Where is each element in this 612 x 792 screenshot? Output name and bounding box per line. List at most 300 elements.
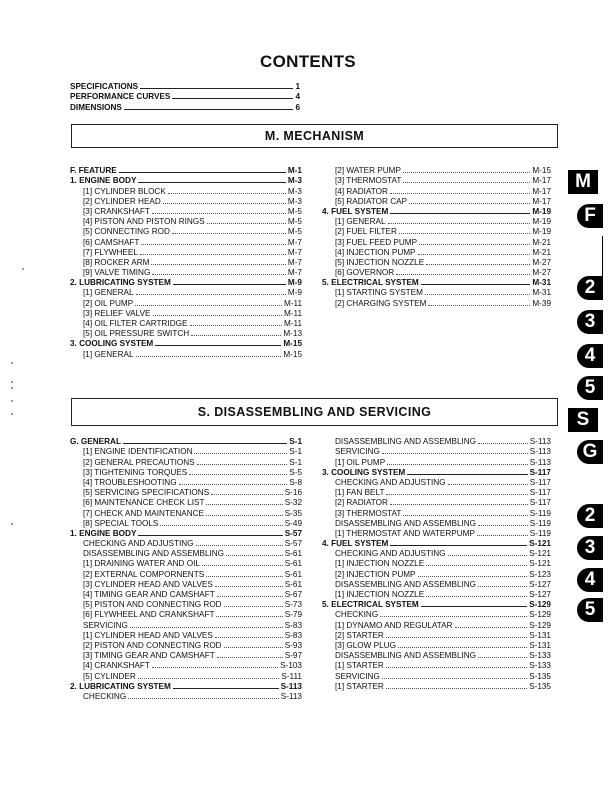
toc-subentry[interactable] (322, 176, 551, 186)
toc-entry-label: 4. FUEL SYSTEM (322, 539, 389, 549)
toc-subentry[interactable] (322, 610, 551, 620)
toc-page-number: M-7 (287, 257, 302, 267)
toc-page-number: M-27 (532, 268, 551, 278)
toc-entry-label: [6] FLYWHEEL AND CRANKSHAFT (83, 610, 215, 620)
toc-page-number: M-11 (283, 319, 302, 328)
toc-entry-label: SERVICING (335, 671, 380, 681)
toc-entry-label: [2] FUEL FILTER (335, 227, 397, 237)
toc-leader-line (455, 627, 528, 628)
toc-leader-line (418, 254, 531, 255)
toc-subentry[interactable] (322, 661, 551, 671)
toc-section-entry[interactable] (322, 278, 551, 288)
toc-leader-line (388, 223, 531, 224)
toc-leader-line (426, 565, 527, 566)
toc-page-number: 6 (295, 102, 300, 112)
toc-page-number: M-19 (532, 217, 551, 227)
toc-subentry[interactable] (70, 671, 302, 681)
toc-entry-label: [4] TIMING GEAR AND CAMSHAFT (83, 590, 215, 599)
toc-page-number: M-5 (287, 227, 302, 237)
scan-speck (11, 523, 13, 525)
toc-leader-line (387, 464, 528, 465)
toc-leader-line (403, 515, 527, 516)
toc-entry-label: [3] TIMING GEAR AND CAMSHAFT (83, 651, 215, 661)
side-tab-s[interactable] (568, 408, 598, 432)
toc-subentry[interactable] (70, 641, 302, 651)
toc-page-number: S-121 (529, 549, 551, 559)
toc-subentry[interactable] (322, 478, 551, 488)
toc-leader-line (478, 657, 527, 658)
toc-subentry[interactable] (70, 478, 302, 488)
toc-entry-label: [3] FUEL FEED PUMP (335, 237, 418, 247)
toc-leader-line (206, 576, 283, 577)
toc-subentry[interactable] (322, 197, 551, 207)
toc-subentry[interactable] (70, 590, 302, 600)
toc-leader-line (224, 647, 283, 648)
toc-subentry[interactable] (70, 580, 302, 590)
toc-subentry[interactable] (70, 508, 302, 518)
toc-page-number: S-32 (284, 498, 302, 508)
toc-subentry[interactable] (322, 682, 551, 692)
toc-subentry[interactable] (322, 457, 551, 467)
toc-subentry[interactable] (322, 227, 551, 237)
toc-page-number: S-133 (529, 651, 551, 661)
toc-leader-line (382, 453, 528, 454)
toc-subentry[interactable] (70, 468, 302, 478)
toc-section-entry[interactable] (70, 102, 300, 112)
toc-leader-line (426, 264, 530, 265)
toc-entry-label: [3] RELIEF VALVE (83, 308, 151, 318)
toc-entry-label: [3] CRANKSHAFT (83, 206, 150, 216)
toc-entry-label: 3. COOLING SYSTEM (70, 339, 154, 349)
toc-page-number: M-9 (287, 288, 302, 298)
toc-entry-label: [8] SPECIAL TOOLS (83, 518, 159, 528)
toc-subentry[interactable] (322, 298, 551, 308)
toc-page-number: S-57 (284, 528, 302, 538)
toc-entry-label: [1] THERMOSTAT AND WATERPUMP (335, 528, 475, 538)
toc-subentry[interactable] (70, 488, 302, 498)
toc-leader-line (123, 443, 287, 444)
toc-entry-label: CHECKING AND ADJUSTING (335, 549, 446, 559)
toc-subentry[interactable] (322, 508, 551, 518)
toc-subentry[interactable] (70, 186, 302, 196)
toc-page-number: S-127 (529, 590, 551, 599)
toc-page-number: M-7 (287, 268, 302, 278)
toc-leader-line (155, 345, 281, 346)
toc-entry-label: PERFORMANCE CURVES (70, 92, 171, 102)
toc-entry-label: [3] THERMOSTAT (335, 508, 402, 518)
toc-subentry[interactable] (70, 288, 302, 298)
toc-page-number: S-113 (280, 691, 302, 701)
toc-page-number: M-5 (287, 206, 302, 216)
toc-subentry[interactable] (322, 498, 551, 508)
toc-entry-label: [1] GENERAL (83, 349, 134, 359)
toc-page-number: S-121 (529, 559, 551, 569)
toc-entry-label: F. FEATURE (70, 166, 117, 176)
toc-leader-line (191, 335, 281, 336)
toc-leader-line (215, 637, 283, 638)
toc-page-number: M-3 (287, 186, 302, 196)
toc-leader-line (403, 172, 530, 173)
toc-subentry[interactable] (322, 258, 551, 268)
toc-leader-line (421, 606, 527, 607)
toc-page-number: S-8 (289, 477, 302, 487)
toc-subentry[interactable] (322, 237, 551, 247)
side-tab-5[interactable] (577, 376, 603, 400)
side-tab-2[interactable] (577, 504, 603, 528)
side-tab-label: S (576, 409, 590, 430)
toc-leader-line (153, 315, 282, 316)
toc-section-entry[interactable] (70, 339, 302, 349)
toc-entry-label: [1] GENERAL (335, 217, 386, 227)
toc-page-number: M-11 (283, 298, 302, 308)
toc-entry-label: [1] STARTING SYSTEM (335, 288, 423, 298)
toc-page-number: M-19 (532, 206, 551, 216)
toc-leader-line (386, 688, 527, 689)
toc-subentry[interactable] (70, 447, 302, 457)
side-tab-label: 2 (584, 505, 596, 526)
toc-leader-line (206, 515, 283, 516)
toc-leader-line (477, 535, 528, 536)
toc-subentry[interactable] (322, 529, 551, 539)
toc-entry-label: SPECIFICATIONS (70, 82, 139, 92)
toc-entry-label: DISASSEMBLING AND ASSEMBLING (335, 651, 477, 661)
toc-entry-label: [2] INJECTION PUMP (335, 569, 416, 579)
side-tab-3[interactable] (577, 310, 603, 334)
toc-subentry[interactable] (322, 631, 551, 641)
section-heading-text: M. MECHANISM (264, 129, 365, 143)
toc-entry-label: [6] MAINTENANCE CHECK LIST (83, 498, 205, 508)
toc-subentry[interactable] (322, 549, 551, 559)
toc-leader-line (215, 586, 283, 587)
toc-entry-label: 1. ENGINE BODY (70, 528, 137, 538)
toc-subentry[interactable] (70, 248, 302, 258)
toc-entry-label: 4. FUEL SYSTEM (322, 206, 389, 216)
toc-entry-label: [5] CONNECTING ROD (83, 227, 170, 237)
toc-leader-line (396, 274, 530, 275)
toc-entry-label: [3] THERMOSTAT (335, 176, 402, 186)
toc-subentry[interactable] (70, 569, 302, 579)
toc-entry-label: [1] INJECTION NOZZLE (335, 559, 425, 569)
toc-page-number: 4 (295, 92, 300, 102)
side-tab-label: G (582, 441, 598, 462)
toc-leader-line (189, 474, 287, 475)
toc-subentry[interactable] (70, 498, 302, 508)
toc-subentry[interactable] (322, 651, 551, 661)
toc-entry-label: 5. ELECTRICAL SYSTEM (322, 600, 419, 610)
toc-page-number: S-5 (289, 467, 302, 477)
toc-section-entry[interactable] (70, 166, 302, 176)
mechanism-right-column (322, 166, 551, 309)
toc-page-number: S-61 (284, 559, 302, 569)
toc-page-number: S-61 (284, 549, 302, 559)
side-tab-label: 2 (584, 277, 596, 298)
side-tab-f[interactable] (577, 204, 603, 228)
toc-subentry[interactable] (70, 600, 302, 610)
toc-leader-line (217, 596, 283, 597)
toc-page-number: S-113 (280, 681, 302, 691)
toc-page-number: S-61 (284, 569, 302, 579)
toc-page-number: S-119 (529, 508, 551, 518)
toc-page-number: S-129 (529, 600, 551, 610)
toc-entry-label: DISASSEMBLING AND ASSEMBLING (83, 549, 225, 559)
servicing-right-column (322, 437, 551, 692)
toc-subentry[interactable] (70, 227, 302, 237)
section-heading-text: S. DISASSEMBLING AND SERVICING (197, 405, 432, 419)
toc-page-number: S-1 (289, 457, 302, 467)
toc-entry-label: [1] DRAINING WATER AND OIL (83, 559, 200, 569)
side-tab-4[interactable] (577, 568, 603, 592)
toc-subentry[interactable] (70, 258, 302, 268)
toc-entry-label: [7] CHECK AND MAINTENANCE (83, 508, 205, 518)
toc-page-number: S-113 (529, 457, 551, 467)
toc-page-number: M-5 (287, 217, 302, 227)
toc-leader-line (140, 88, 293, 89)
toc-leader-line (425, 294, 530, 295)
toc-subentry[interactable] (70, 207, 302, 217)
toc-subentry[interactable] (322, 217, 551, 227)
toc-page-number: M-19 (532, 227, 551, 237)
toc-leader-line (386, 667, 527, 668)
toc-subentry[interactable] (322, 288, 551, 298)
toc-entry-label: DISASSEMBLING AND ASSEMBLING (335, 437, 477, 447)
toc-subentry[interactable] (70, 237, 302, 247)
toc-subentry[interactable] (70, 268, 302, 278)
toc-entry-label: DISASSEMBLING AND ASSEMBLING (335, 518, 477, 528)
section-heading-servicing (71, 398, 558, 426)
scan-speck (11, 381, 13, 383)
side-tab-5[interactable] (577, 598, 603, 622)
toc-leader-line (190, 325, 282, 326)
toc-subentry[interactable] (322, 166, 551, 176)
toc-page-number: M-15 (283, 339, 302, 349)
side-tab-2[interactable] (577, 276, 603, 300)
toc-leader-line (478, 586, 527, 587)
toc-subentry[interactable] (70, 217, 302, 227)
toc-entry-label: DISASSEMBLING AND ASSEMBLING (335, 579, 477, 589)
toc-subentry[interactable] (70, 298, 302, 308)
toc-subentry[interactable] (70, 457, 302, 467)
toc-leader-line (160, 525, 282, 526)
toc-page-number: S-79 (284, 610, 302, 620)
toc-subentry[interactable] (70, 631, 302, 641)
toc-entry-label: [1] GENERAL (83, 288, 134, 298)
toc-leader-line (418, 576, 528, 577)
toc-entry-label: [1] OIL PUMP (335, 457, 386, 467)
toc-subentry[interactable] (70, 519, 302, 529)
toc-entry-label: 1. ENGINE BODY (70, 176, 137, 186)
toc-leader-line (196, 545, 283, 546)
toc-subentry[interactable] (70, 349, 302, 359)
toc-entry-label: DIMENSIONS (70, 102, 122, 112)
toc-leader-line (168, 193, 286, 194)
toc-page-number: M-39 (532, 298, 551, 308)
toc-leader-line (448, 555, 528, 556)
toc-subentry[interactable] (70, 692, 302, 702)
toc-page-number: M-13 (283, 329, 302, 339)
toc-entry-label: [5] OIL PRESSURE SWITCH (83, 329, 190, 339)
toc-subentry[interactable] (322, 620, 551, 630)
toc-leader-line (390, 213, 530, 214)
toc-subentry[interactable] (70, 620, 302, 630)
toc-section-entry[interactable] (70, 682, 302, 692)
toc-page-number: S-35 (284, 508, 302, 518)
toc-subentry[interactable] (70, 539, 302, 549)
toc-leader-line (380, 616, 527, 617)
toc-leader-line (448, 484, 528, 485)
toc-leader-line (152, 667, 278, 668)
toc-subentry[interactable] (70, 559, 302, 569)
scan-speck (11, 387, 13, 389)
toc-page-number: S-117 (529, 477, 551, 487)
toc-leader-line (390, 545, 527, 546)
toc-entry-label: SERVICING (83, 620, 128, 630)
top-contents-list (70, 82, 300, 113)
toc-subentry[interactable] (322, 671, 551, 681)
toc-subentry[interactable] (322, 186, 551, 196)
toc-subentry[interactable] (322, 488, 551, 498)
toc-subentry[interactable] (70, 610, 302, 620)
toc-section-entry[interactable] (322, 468, 551, 478)
toc-leader-line (202, 565, 283, 566)
toc-entry-label: SERVICING (335, 447, 380, 457)
toc-subentry[interactable] (322, 559, 551, 569)
toc-entry-label: [5] CYLINDER (83, 671, 136, 681)
title-text: CONTENTS (260, 52, 356, 71)
side-tab-label: 5 (584, 599, 596, 620)
toc-page-number: M-21 (532, 237, 551, 247)
toc-subentry[interactable] (322, 437, 551, 447)
toc-page-number: 1 (295, 82, 300, 92)
toc-section-entry[interactable] (70, 437, 302, 447)
scan-speck (22, 268, 24, 270)
toc-entry-label: [2] RADIATOR (335, 498, 388, 508)
toc-entry-label: [1] STARTER (335, 661, 384, 671)
toc-leader-line (163, 203, 286, 204)
toc-subentry[interactable] (322, 519, 551, 529)
toc-subentry[interactable] (70, 651, 302, 661)
toc-entry-label: [4] CRANKSHAFT (83, 661, 150, 671)
toc-subentry[interactable] (322, 268, 551, 278)
toc-subentry[interactable] (70, 197, 302, 207)
toc-leader-line (152, 213, 286, 214)
toc-section-entry[interactable] (70, 82, 300, 92)
toc-section-entry[interactable] (70, 529, 302, 539)
toc-leader-line (421, 284, 531, 285)
toc-page-number: M-17 (532, 176, 551, 186)
toc-entry-label: [5] PISTON AND CONNECTING ROD (83, 600, 222, 610)
toc-page-number: S-129 (529, 610, 551, 620)
toc-entry-label: [1] DYNAMO AND REGULATAR (335, 620, 453, 630)
toc-subentry[interactable] (322, 580, 551, 590)
toc-subentry[interactable] (322, 248, 551, 258)
toc-leader-line (151, 264, 285, 265)
toc-section-entry[interactable] (70, 278, 302, 288)
toc-entry-label: G. GENERAL (70, 437, 121, 447)
toc-entry-label: [2] CYLINDER HEAD (83, 196, 161, 206)
toc-page-number: S-133 (529, 661, 551, 671)
toc-subentry[interactable] (322, 641, 551, 651)
toc-page-number: S-83 (284, 630, 302, 640)
mechanism-left-column (70, 166, 302, 360)
toc-entry-label: [2] STARTER (335, 630, 384, 640)
toc-leader-line (124, 109, 294, 110)
toc-section-entry[interactable] (70, 92, 300, 102)
toc-leader-line (140, 254, 286, 255)
toc-subentry[interactable] (70, 549, 302, 559)
toc-page-number: M-17 (532, 196, 551, 206)
toc-leader-line (478, 525, 528, 526)
toc-entry-label: [6] CAMSHAFT (83, 237, 140, 247)
toc-entry-label: [2] OIL PUMP (83, 298, 134, 308)
toc-leader-line (386, 494, 527, 495)
toc-page-number: S-73 (284, 600, 302, 610)
toc-subentry[interactable] (70, 329, 302, 339)
side-tab-4[interactable] (577, 344, 603, 368)
toc-page-number: M-11 (283, 308, 302, 318)
toc-page-number: S-113 (529, 447, 551, 457)
toc-subentry[interactable] (70, 309, 302, 319)
toc-leader-line (179, 484, 288, 485)
side-tab-marker (602, 236, 604, 276)
toc-subentry[interactable] (70, 319, 302, 329)
toc-entry-label: [1] CYLINDER HEAD AND VALVES (83, 630, 213, 640)
toc-entry-label: [2] EXTERNAL COMPORNENTS (83, 569, 205, 579)
toc-leader-line (217, 657, 283, 658)
toc-page-number: S-83 (284, 620, 302, 630)
toc-page-number: S-117 (529, 467, 551, 477)
toc-entry-label: [8] ROCKER ARM (83, 257, 150, 267)
side-tab-m[interactable] (568, 170, 598, 194)
toc-entry-label: [4] PISTON AND PISTON RINGS (83, 217, 205, 227)
toc-subentry[interactable] (70, 661, 302, 671)
toc-section-entry[interactable] (70, 176, 302, 186)
side-tab-3[interactable] (577, 536, 603, 560)
toc-leader-line (197, 464, 288, 465)
servicing-left-column (70, 437, 302, 702)
toc-page-number: S-131 (529, 630, 551, 640)
toc-section-entry[interactable] (322, 207, 551, 217)
side-tab-label: 3 (584, 537, 596, 558)
toc-entry-label: [6] GOVERNOR (335, 268, 395, 278)
toc-subentry[interactable] (322, 590, 551, 600)
toc-entry-label: 2. LUBRICATING SYSTEM (70, 278, 171, 288)
toc-entry-label: [5] RADIATOR CAP (335, 196, 408, 206)
toc-page-number: S-61 (284, 579, 302, 589)
toc-subentry[interactable] (322, 569, 551, 579)
toc-page-number: S-113 (529, 437, 551, 447)
side-tab-g[interactable] (577, 440, 603, 464)
toc-leader-line (141, 244, 285, 245)
toc-entry-label: [4] INJECTION PUMP (335, 247, 416, 257)
toc-entry-label: [3] TIGHTENING TORQUES (83, 467, 188, 477)
scan-speck (11, 362, 13, 364)
toc-entry-label: [4] RADIATOR (335, 186, 388, 196)
toc-page-number: M-3 (287, 196, 302, 206)
toc-leader-line (478, 443, 528, 444)
toc-leader-line (135, 305, 282, 306)
toc-subentry[interactable] (322, 447, 551, 457)
toc-leader-line (207, 223, 286, 224)
toc-entry-label: [3] GLOW PLUG (335, 640, 396, 650)
toc-leader-line (136, 294, 286, 295)
toc-section-entry[interactable] (322, 600, 551, 610)
toc-section-entry[interactable] (322, 539, 551, 549)
toc-page-number: S-97 (284, 651, 302, 661)
scan-speck (11, 413, 13, 415)
toc-entry-label: 5. ELECTRICAL SYSTEM (322, 278, 419, 288)
toc-entry-label: [1] INJECTION NOZZLE (335, 590, 425, 599)
toc-entry-label: [4] OIL FILTER CARTRIDGE (83, 319, 188, 328)
